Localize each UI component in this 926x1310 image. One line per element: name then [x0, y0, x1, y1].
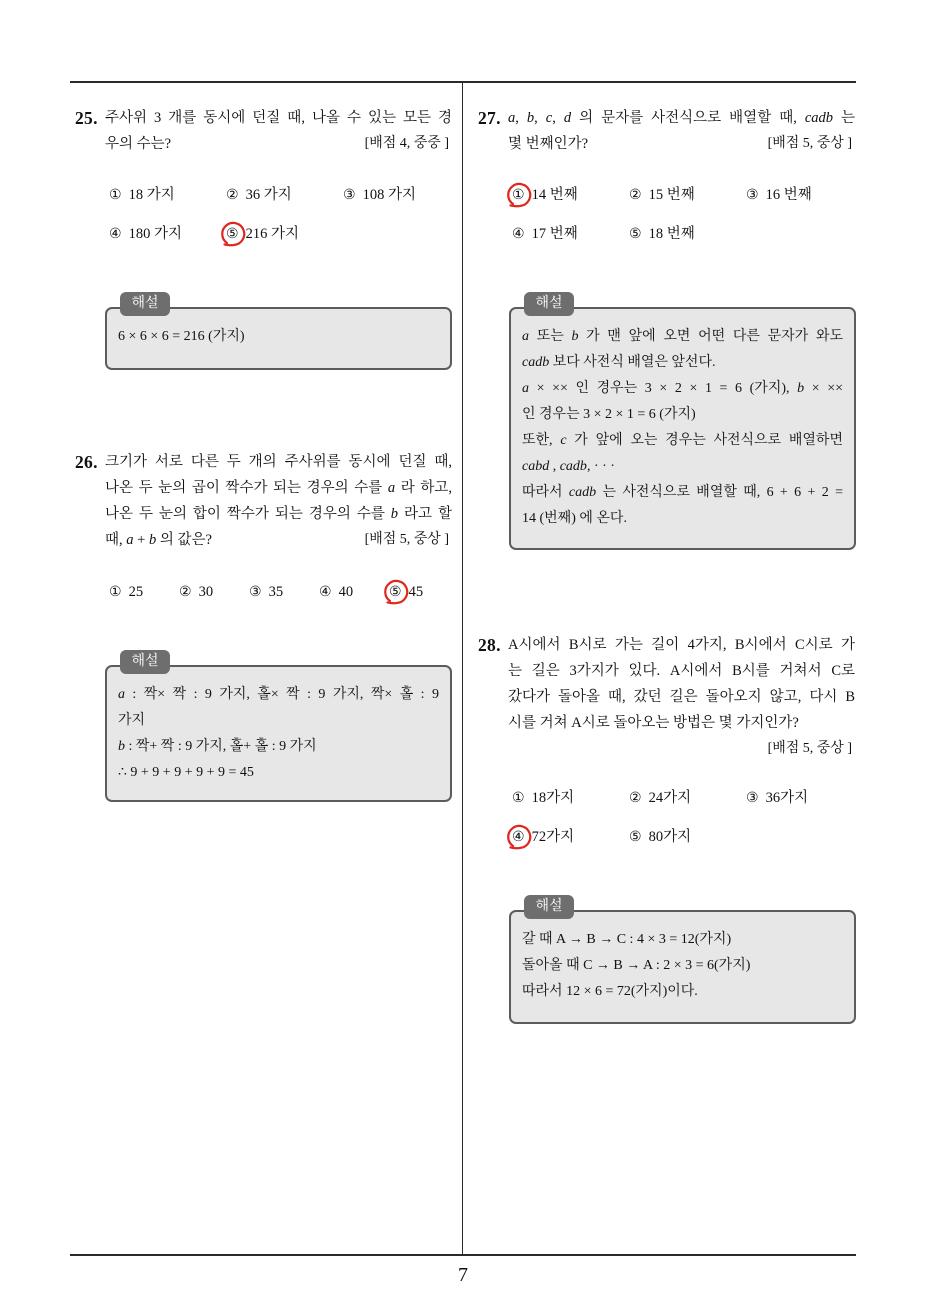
text-run: 갈 때 A → B → C : 4 × 3 = 12(가지) — [522, 932, 732, 947]
text-run: 또한, — [522, 433, 561, 448]
choice-text: 35 — [268, 584, 284, 600]
choice-number: ② — [629, 187, 642, 203]
solution-line — [522, 402, 843, 428]
text-run: , — [534, 110, 546, 126]
solution-line — [118, 708, 439, 734]
choice-text: 25 — [128, 584, 144, 600]
text-run: 시를 거쳐 A시로 돌아오는 방법은 몇 가지인가? — [508, 715, 799, 731]
solution-line — [522, 376, 843, 402]
page-number: 7 — [458, 1264, 468, 1286]
points-label: [배점 5, 중상 ] — [364, 532, 449, 547]
choice-text: 16 번째 — [765, 187, 812, 203]
problem-text-line — [508, 710, 855, 736]
choice-text: 18 가지 — [128, 187, 175, 203]
math-variable: a — [126, 532, 134, 548]
text-run: 라 하고, — [395, 480, 452, 496]
problem-text-line — [508, 684, 855, 710]
text-run: 14 (번째) 에 온다. — [522, 511, 627, 526]
solution-label-tab: 해설 — [524, 895, 574, 919]
solution-label-tab: 해설 — [524, 292, 574, 316]
solution-text — [118, 324, 439, 350]
text-run: 갔다가 돌아올 때, 갔던 길은 돌아오지 않고, 다시 B — [508, 689, 855, 705]
solution-text — [118, 682, 439, 786]
answer-choice-5 — [629, 221, 746, 247]
text-run: 의 값은? — [156, 532, 212, 548]
text-run: 가 앞에 오는 경우는 사전식으로 배열하면 — [566, 433, 843, 448]
choice-number: ⑤ — [226, 226, 239, 242]
answer-choice-1 — [512, 182, 629, 208]
solution-line — [118, 760, 439, 786]
text-run: , · · · — [586, 459, 615, 474]
text-run: 돌아올 때 C → B → A : 2 × 3 = 6(가지) — [522, 958, 751, 973]
choice-text: 18 번째 — [648, 226, 695, 242]
choice-text: 17 번째 — [531, 226, 578, 242]
text-run: + — [133, 532, 149, 548]
text-run: × ×× 인 경우는 3 × 2 × 1 = 6 (가지), — [529, 381, 798, 396]
math-variable: b — [390, 506, 399, 522]
answer-choice-2 — [179, 579, 249, 605]
math-variable: b — [118, 739, 125, 754]
text-run: 나온 두 눈의 합이 짝수가 되는 경우의 수를 — [105, 506, 391, 522]
choice-number: ① — [109, 187, 122, 203]
text-run: 때, — [105, 532, 127, 548]
problem-text-line — [508, 105, 855, 131]
choice-number: ④ — [109, 226, 122, 242]
math-variable: b — [571, 329, 579, 344]
answer-choice-2 — [629, 785, 746, 811]
math-variable: a — [118, 687, 125, 702]
choice-number: ③ — [343, 187, 356, 203]
choice-text: 80가지 — [648, 829, 692, 845]
choice-text: 24가지 — [648, 790, 692, 806]
text-run: , — [552, 110, 564, 126]
choice-number: ② — [226, 187, 239, 203]
math-variable: cadb — [559, 459, 587, 474]
points-label: [배점 5, 중상 ] — [767, 741, 852, 756]
choice-number: ⑤ — [629, 226, 642, 242]
solution-box-28 — [509, 899, 856, 1024]
text-run: 나온 두 눈의 곱이 짝수가 되는 경우의 수를 — [105, 480, 388, 496]
choice-number: ③ — [746, 187, 759, 203]
solution-box-26 — [105, 654, 452, 802]
bottom-rule — [70, 1254, 856, 1256]
choice-number: ④ — [319, 584, 332, 600]
choice-text: 40 — [338, 584, 354, 600]
solution-line — [522, 953, 843, 979]
math-variable: b — [797, 381, 805, 396]
solution-line — [522, 506, 843, 532]
text-run: 6 × 6 × 6 = 216 (가지) — [118, 329, 245, 344]
text-run: 따라서 — [522, 485, 569, 500]
text-run: 또는 — [529, 329, 572, 344]
text-run: 는 사전식으로 배열할 때, 6 + 6 + 2 = — [596, 485, 843, 500]
text-run: 는 — [833, 110, 856, 126]
solution-line — [522, 428, 843, 454]
top-rule — [70, 81, 856, 83]
solution-line — [522, 324, 843, 350]
solution-label-tab: 해설 — [120, 650, 170, 674]
math-variable: cabd — [522, 459, 550, 474]
answer-choice-1 — [109, 182, 226, 208]
answer-choice-4 — [319, 579, 389, 605]
choices-28 — [512, 785, 863, 850]
text-run: 몇 번째인가? — [508, 136, 589, 152]
problem-text-line — [105, 449, 452, 475]
choice-text: 36가지 — [765, 790, 809, 806]
choice-number: ④ — [512, 829, 525, 845]
choice-number: ① — [512, 187, 525, 203]
math-variable: c — [560, 433, 567, 448]
text-run: × ×× — [804, 381, 844, 396]
solution-text — [522, 324, 843, 532]
problem-text-line — [105, 501, 452, 527]
problem-number: 25. — [75, 108, 98, 128]
choice-number: ② — [629, 790, 642, 806]
solution-line — [118, 324, 439, 350]
math-variable: b — [526, 110, 535, 126]
choice-text: 108 가지 — [362, 187, 416, 203]
choice-number: ④ — [512, 226, 525, 242]
solution-line — [118, 682, 439, 708]
problem-26 — [75, 449, 452, 553]
choices-26 — [109, 579, 459, 605]
problem-text-line — [105, 475, 452, 501]
choice-text: 180 가지 — [128, 226, 182, 242]
text-run: : 짝× 짝 : 9 가지, 홀× 짝 : 9 가지, 짝× 홀 : 9 — [125, 687, 439, 702]
column-divider — [462, 82, 463, 1255]
choice-text: 45 — [408, 584, 424, 600]
problem-number: 26. — [75, 452, 98, 472]
problem-25 — [75, 105, 452, 157]
choice-number: ③ — [746, 790, 759, 806]
choice-number: ⑤ — [389, 584, 402, 600]
solution-label-tab: 해설 — [120, 292, 170, 316]
math-variable: a — [522, 329, 529, 344]
text-run: : 짝+ 짝 : 9 가지, 홀+ 홀 : 9 가지 — [125, 739, 317, 754]
answer-choice-5 — [629, 824, 746, 850]
problem-28 — [478, 632, 855, 762]
problem-text-line — [105, 105, 452, 131]
answer-choice-3 — [343, 182, 460, 208]
text-run: A시에서 B시로 가는 길이 4가지, B시에서 C시로 가 — [508, 637, 855, 653]
answer-choice-4 — [109, 221, 226, 247]
text-run: ∴ 9 + 9 + 9 + 9 + 9 = 45 — [118, 765, 254, 780]
problem-number: 28. — [478, 635, 501, 655]
problem-text-line — [508, 658, 855, 684]
solution-box-27 — [509, 296, 856, 550]
problem-text — [508, 632, 855, 736]
answer-choice-3 — [249, 579, 319, 605]
math-variable: d — [563, 110, 572, 126]
math-variable: a — [508, 110, 516, 126]
choice-text: 30 — [198, 584, 214, 600]
choice-number: ① — [512, 790, 525, 806]
choice-number: ① — [109, 584, 122, 600]
choice-number: ② — [179, 584, 192, 600]
solution-line — [522, 480, 843, 506]
answer-choice-5 — [389, 579, 459, 605]
math-variable: b — [148, 532, 157, 548]
points-label: [배점 4, 중중 ] — [364, 136, 449, 151]
text-run: 크기가 서로 다른 두 개의 주사위를 동시에 던질 때, — [105, 454, 452, 470]
answer-choice-4 — [512, 824, 629, 850]
text-run: 보다 사전식 배열은 앞선다. — [549, 355, 716, 370]
choice-number: ⑤ — [629, 829, 642, 845]
text-run: 라고 할 — [398, 506, 452, 522]
solution-line — [522, 979, 843, 1005]
math-variable: a — [387, 480, 396, 496]
answer-choice-3 — [746, 182, 863, 208]
math-variable: cadb — [804, 110, 834, 126]
math-variable: a — [522, 381, 529, 396]
points-label: [배점 5, 중상 ] — [767, 136, 852, 151]
answer-choice-2 — [629, 182, 746, 208]
solution-line — [522, 350, 843, 376]
solution-line — [522, 927, 843, 953]
choice-text: 72가지 — [531, 829, 575, 845]
answer-choice-2 — [226, 182, 343, 208]
math-variable: c — [545, 110, 553, 126]
solution-box-25 — [105, 296, 452, 370]
choices-27 — [512, 182, 863, 247]
choice-text: 36 가지 — [245, 187, 292, 203]
text-run: 가 맨 앞에 오면 어떤 다른 문자가 와도 — [578, 329, 843, 344]
text-run: , — [515, 110, 527, 126]
problem-27 — [478, 105, 855, 157]
problem-number: 27. — [478, 108, 501, 128]
math-variable: cadb — [522, 355, 550, 370]
answer-choice-1 — [109, 579, 179, 605]
text-run: 는 길은 3가지가 있다. A시에서 B시를 거쳐서 C로 — [508, 663, 855, 679]
answer-choice-1 — [512, 785, 629, 811]
text-run: 의 문자를 사전식으로 배열할 때, — [571, 110, 805, 126]
text-run: 주사위 3 개를 동시에 던질 때, 나올 수 있는 모든 경 — [105, 110, 452, 126]
choices-25 — [109, 182, 460, 247]
answer-choice-4 — [512, 221, 629, 247]
choice-text: 216 가지 — [245, 226, 299, 242]
choice-text: 15 번째 — [648, 187, 695, 203]
choice-number: ③ — [249, 584, 262, 600]
text-run: , — [549, 459, 560, 474]
text-run: 따라서 12 × 6 = 72(가지)이다. — [522, 984, 698, 999]
text-run: 가지 — [118, 713, 146, 728]
math-variable: cadb — [568, 485, 597, 500]
solution-line — [118, 734, 439, 760]
choice-text: 18가지 — [531, 790, 575, 806]
problem-text-line — [508, 632, 855, 658]
answer-choice-5 — [226, 221, 343, 247]
solution-text — [522, 927, 843, 1005]
choice-text: 14 번째 — [531, 187, 578, 203]
answer-choice-3 — [746, 785, 863, 811]
text-run: 우의 수는? — [105, 136, 172, 152]
text-run: 인 경우는 3 × 2 × 1 = 6 (가지) — [522, 407, 696, 422]
solution-line — [522, 454, 843, 480]
